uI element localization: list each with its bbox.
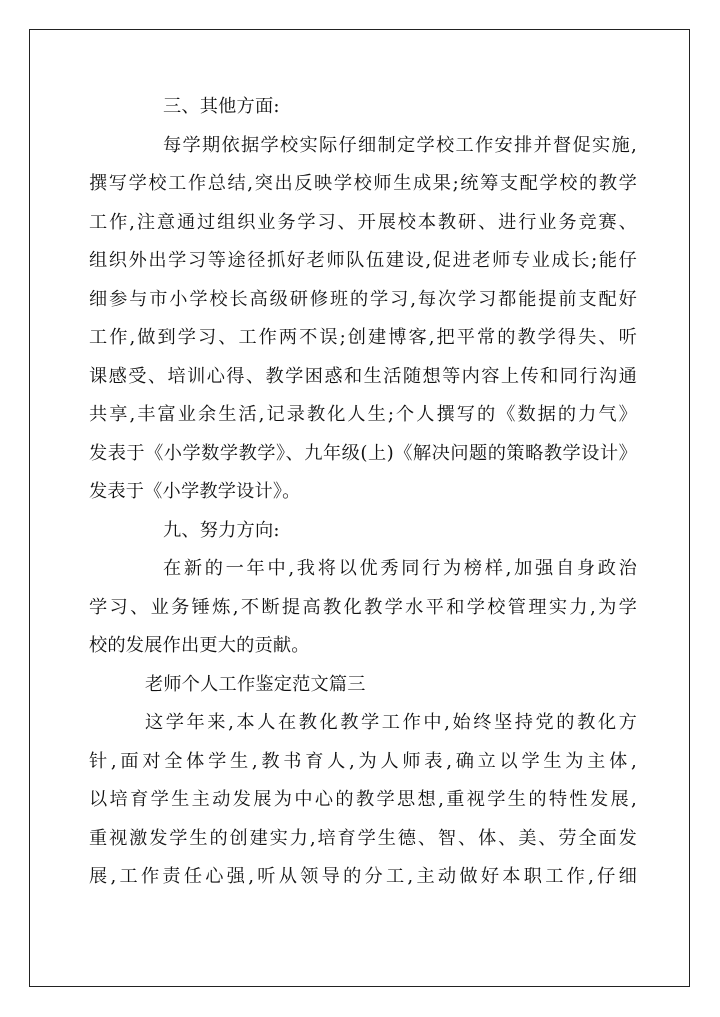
paragraph-line: 这学年来,本人在教化教学工作中,始终坚持党的教化方 [145, 712, 637, 733]
paragraph-line: 课感受、培训心得、教学困惑和生活随想等内容上传和同行沟通 [89, 365, 637, 387]
paragraph-line: 组织外出学习等途径抓好老师队伍建设,促进老师专业成长;能仔 [89, 250, 637, 271]
paragraph-line: 撰写学校工作总结,突出反映学校师生成果;统筹支配学校的教学 [89, 173, 637, 194]
heading-other-aspects: 三、其他方面: [163, 96, 280, 117]
paragraph-line: 重视激发学生的创建实力,培育学生德、智、体、美、劳全面发 [89, 827, 637, 849]
paragraph-line: 每学期依据学校实际仔细制定学校工作安排并督促实施, [163, 134, 637, 156]
heading-effort-direction: 九、努力方向: [163, 519, 280, 541]
section-title: 老师个人工作鉴定范文篇三 [145, 673, 366, 695]
paragraph-line: 细参与市小学校长高级研修班的学习,每次学习都能提前支配好 [89, 288, 637, 310]
paragraph-line: 在新的一年中,我将以优秀同行为榜样,加强自身政治 [163, 558, 637, 579]
paragraph-line: 共享,丰富业余生活,记录教化人生;个人撰写的《数据的力气》 [89, 404, 637, 425]
document-body [89, 88, 637, 897]
paragraph-line: 针,面对全体学生,教书育人,为人师表,确立以学生为主体, [89, 750, 637, 772]
paragraph-line: 校的发展作出更大的贡献。 [89, 635, 310, 656]
paragraph-line: 学习、业务锤炼,不断提高教化教学水平和学校管理实力,为学 [89, 596, 637, 618]
paragraph-line: 工作,注意通过组织业务学习、开展校本教研、进行业务竞赛、 [89, 211, 637, 233]
paragraph-line: 以培育学生主动发展为中心的教学思想,重视学生的特性发展, [89, 789, 637, 810]
paragraph-line: 展,工作责任心强,听从领导的分工,主动做好本职工作,仔细 [89, 866, 637, 887]
paragraph-line: 发表于《小学教学设计》。 [89, 481, 301, 502]
paragraph-line: 工作,做到学习、工作两不误;创建博客,把平常的教学得失、听 [89, 327, 637, 348]
paragraph-line: 发表于《小学数学教学》、九年级(上)《解决问题的策略教学设计》 [89, 442, 637, 464]
